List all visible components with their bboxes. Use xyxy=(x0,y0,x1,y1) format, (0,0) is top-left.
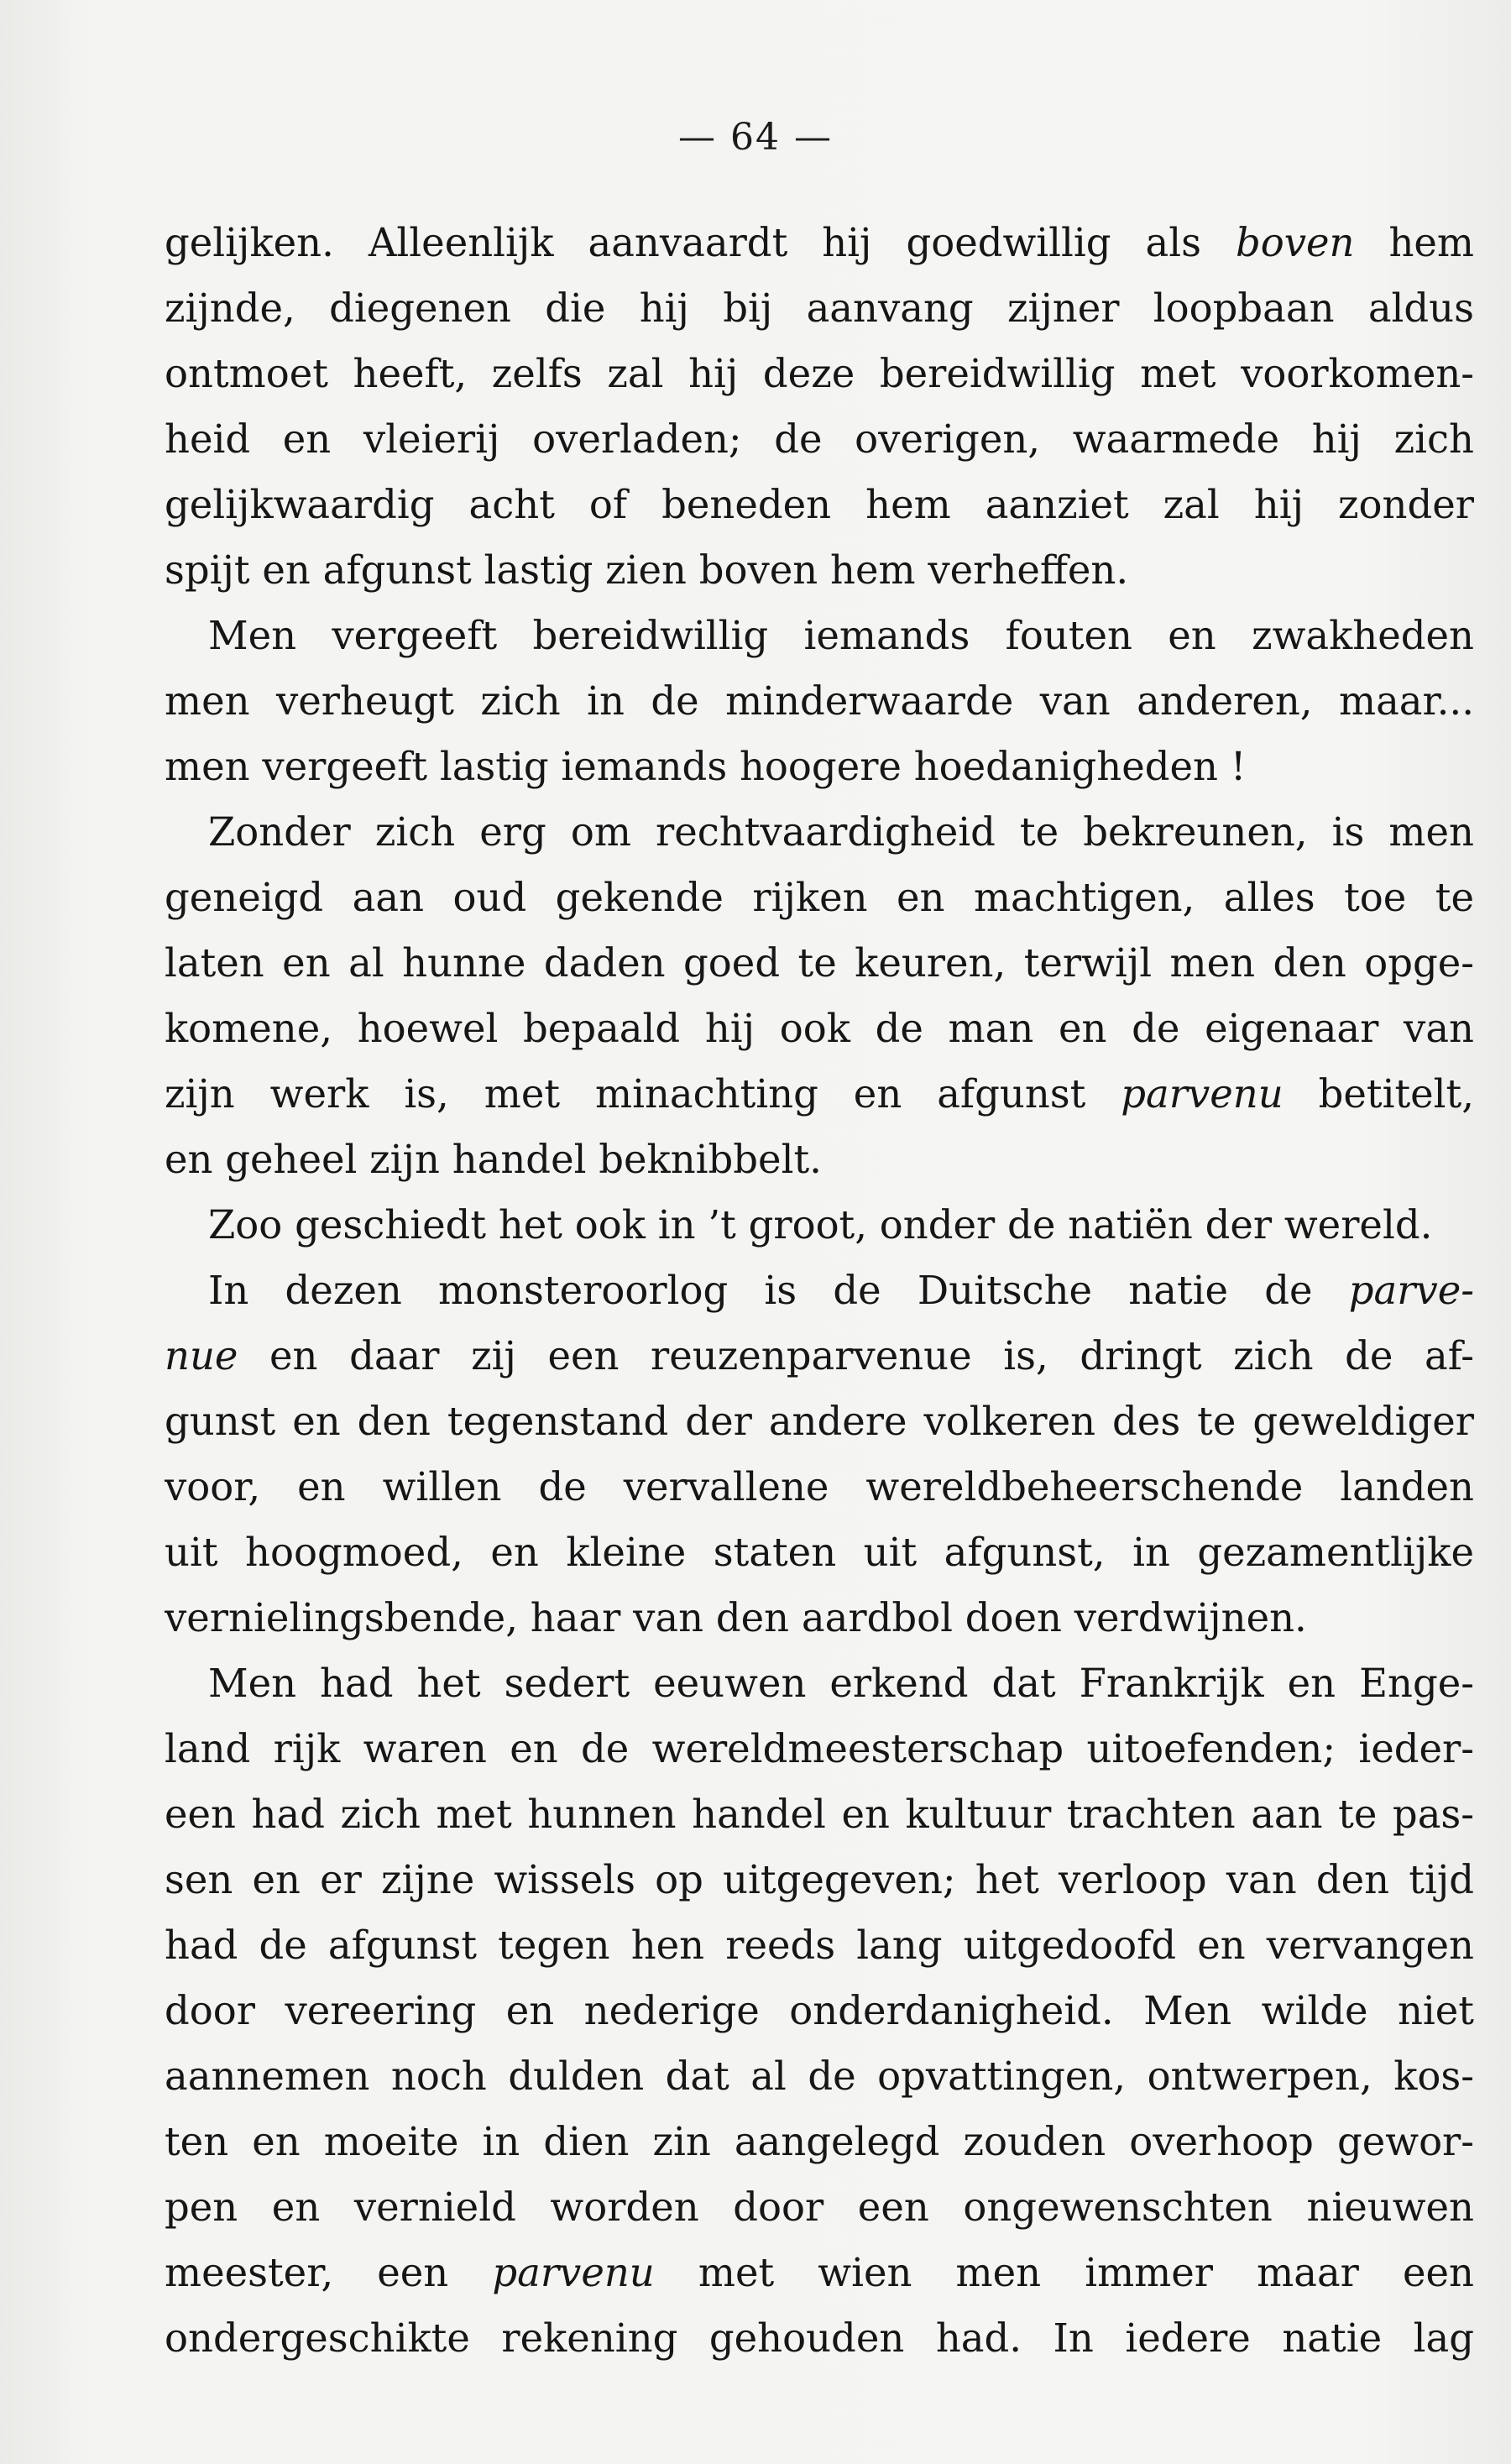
text-run: gelijken. Alleenlijk aanvaardt hij goedwillig als xyxy=(165,220,1236,265)
text-run: meester, een xyxy=(165,2250,493,2295)
italic-text-run: parvenu xyxy=(1121,1071,1284,1117)
text-line xyxy=(165,1454,1474,1520)
text-run: gelijkwaardig acht of beneden hem aanziet zal hij zonder xyxy=(165,482,1474,527)
page-number: — 64 — xyxy=(678,116,833,159)
text-run: voor, en willen de vervallene wereldbeheerschende landen xyxy=(165,1464,1474,1509)
text-run: In dezen monsteroorlog is de Duitsche natie de xyxy=(208,1268,1349,1313)
text-run: gunst en den tegenstand der andere volkeren des te geweldiger xyxy=(165,1399,1474,1444)
italic-text-run: boven xyxy=(1235,220,1355,265)
text-run: vernielingsbende, haar van den aardbol doen verdwijnen. xyxy=(165,1595,1307,1640)
text-line xyxy=(165,1847,1474,1912)
text-run: Men vergeeft bereidwillig iemands fouten en zwakheden xyxy=(208,613,1474,658)
text-run: heid en vleierij overladen; de overigen, waarmede hij zich xyxy=(165,416,1474,462)
paragraph xyxy=(165,210,1474,603)
text-run: ontmoet heeft, zelfs zal hij deze bereidwillig met voorkomen- xyxy=(165,351,1474,396)
text-line xyxy=(165,799,1474,865)
text-run: en geheel zijn handel beknibbelt. xyxy=(165,1137,822,1182)
text-line xyxy=(165,1978,1474,2043)
text-line xyxy=(165,472,1474,537)
text-line xyxy=(165,603,1474,668)
text-run: komene, hoewel bepaald hij ook de man en de eigenaar van xyxy=(165,1006,1474,1051)
text-run: laten en al hunne daden goed te keuren, terwijl men den opge- xyxy=(165,940,1474,986)
text-line xyxy=(165,1389,1474,1454)
text-line xyxy=(165,2240,1474,2305)
text-line xyxy=(165,341,1474,406)
text-run: land rijk waren en de wereldmeesterschap uitoefenden; ieder- xyxy=(165,1726,1474,1771)
text-line xyxy=(165,668,1474,734)
text-line xyxy=(165,537,1474,603)
text-run: met wien men immer maar een xyxy=(654,2250,1474,2295)
italic-text-run: nue xyxy=(165,1333,238,1378)
italic-text-run: parve- xyxy=(1348,1268,1474,1313)
text-run: Men had het sedert eeuwen erkend dat Frankrijk en Enge- xyxy=(208,1661,1474,1706)
text-run: pen en vernield worden door een ongewenschten nieuwen xyxy=(165,2184,1474,2230)
text-line xyxy=(165,1912,1474,1978)
text-run: spijt en afgunst lastig zien boven hem verheffen. xyxy=(165,547,1129,593)
paragraph xyxy=(165,1651,1474,2371)
text-run: zijn werk is, met minachting en afgunst xyxy=(165,1071,1121,1117)
text-line xyxy=(165,1061,1474,1127)
italic-text-run: parvenu xyxy=(492,2250,655,2295)
paragraph xyxy=(165,1258,1474,1651)
text-line xyxy=(165,1585,1474,1651)
text-run: ten en moeite in dien zin aangelegd zouden overhoop gewor- xyxy=(165,2119,1474,2164)
text-run: men verheugt zich in de minderwaarde van anderen, maar... xyxy=(165,678,1474,724)
text-line xyxy=(165,1127,1474,1192)
text-line xyxy=(165,1781,1474,1847)
text-line xyxy=(165,2174,1474,2240)
text-run: ondergeschikte rekening gehouden had. In iedere natie lag xyxy=(165,2315,1474,2361)
text-line xyxy=(165,865,1474,930)
text-run: sen en er zijne wissels op uitgegeven; het verloop van den tijd xyxy=(165,1857,1474,1902)
text-line xyxy=(165,1323,1474,1389)
text-line xyxy=(165,2043,1474,2109)
text-line xyxy=(165,210,1474,275)
text-run: aannemen noch dulden dat al de opvattingen, ontwerpen, kos- xyxy=(165,2053,1474,2099)
text-line xyxy=(165,1520,1474,1585)
paragraph xyxy=(165,603,1474,799)
text-run: een had zich met hunnen handel en kultuur trachten aan te pas- xyxy=(165,1792,1474,1837)
text-line xyxy=(165,1651,1474,1716)
text-line xyxy=(165,406,1474,472)
text-run: hem xyxy=(1354,220,1474,265)
text-line xyxy=(165,1258,1474,1323)
text-line xyxy=(165,2109,1474,2174)
text-line xyxy=(165,275,1474,341)
paragraph xyxy=(165,1192,1474,1258)
text-run: uit hoogmoed, en kleine staten uit afgunst, in gezamentlijke xyxy=(165,1530,1474,1575)
text-line xyxy=(165,1192,1474,1258)
text-run: Zonder zich erg om rechtvaardigheid te bekreunen, is men xyxy=(208,809,1474,855)
text-run: betitelt, xyxy=(1283,1071,1474,1117)
text-line xyxy=(165,930,1474,996)
text-run: Zoo geschiedt het ook in ’t groot, onder de natiën der wereld. xyxy=(208,1202,1433,1248)
text-line xyxy=(165,2305,1474,2371)
text-line xyxy=(165,1716,1474,1781)
body-text xyxy=(165,210,1474,2371)
text-run: zijnde, diegenen die hij bij aanvang zijner loopbaan aldus xyxy=(165,285,1474,331)
text-run: en daar zij een reuzenparvenue is, dringt zich de af- xyxy=(238,1333,1474,1378)
text-run: door vereering en nederige onderdanigheid. Men wilde niet xyxy=(165,1988,1474,2033)
text-run: men vergeeft lastig iemands hoogere hoedanigheden ! xyxy=(165,744,1247,789)
text-run: geneigd aan oud gekende rijken en machtigen, alles toe te xyxy=(165,875,1474,920)
text-line xyxy=(165,734,1474,799)
text-run: had de afgunst tegen hen reeds lang uitgedoofd en vervangen xyxy=(165,1923,1474,1968)
text-line xyxy=(165,996,1474,1061)
paragraph xyxy=(165,799,1474,1192)
